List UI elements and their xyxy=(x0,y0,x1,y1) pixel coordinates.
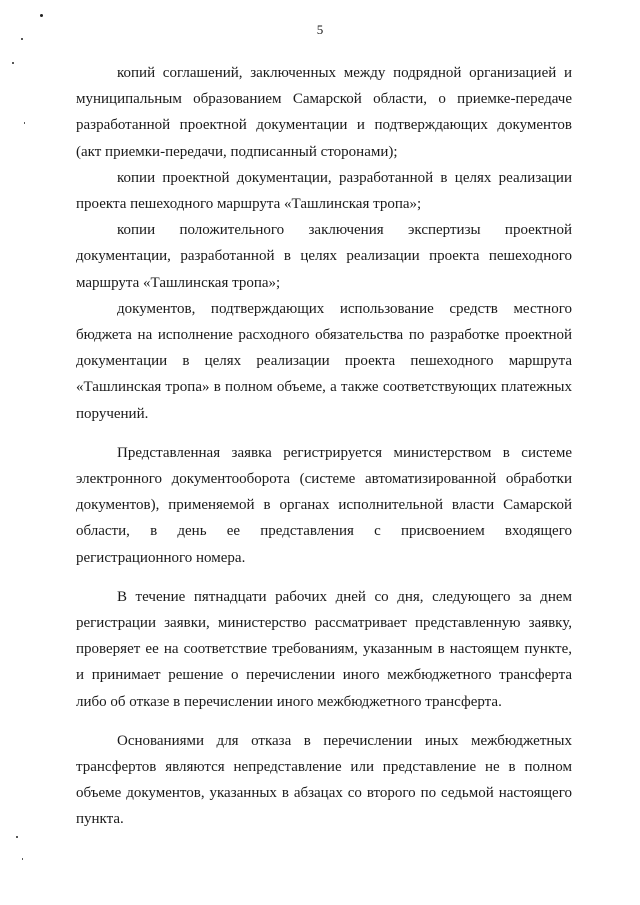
scan-speck xyxy=(21,38,23,40)
paragraph-project-docs-copies: копии проектной документации, разработанной в целях реализации проекта пешеходного маршрута «Ташлинская тропа»; xyxy=(76,169,572,213)
paragraph-expertise-copies: копии положительного заключения экспертизы проектной документации, разработанной в целях реализации проекта пешеходного маршрута «Ташлинская тропа»; xyxy=(76,222,572,291)
paragraph-agreements-copies: копий соглашений, заключенных между подрядной организацией и муниципальным образованием Самарской области, о приемке-передаче разработанной проектной документации и подтверждающих документов (акт приемки-передачи, подписанный сторонами); xyxy=(76,65,572,160)
paragraph-refusal-grounds: Основаниями для отказа в перечислении иных межбюджетных трансфертов являются непредставление или представление не в полном объеме документов, указанных в абзацах со второго по седьмой настоящего пункта. xyxy=(76,732,572,828)
paragraph-budget-documents: документов, подтверждающих использование средств местного бюджета на исполнение расходного обязательства по разработке проектной документации в целях реализации проекта пешеходного маршрута «Ташлинская тропа» в полном объеме, а также соответствующих платежных поручений. xyxy=(76,300,572,422)
paragraph-review-period: В течение пятнадцати рабочих дней со дня, следующего за днем регистрации заявки, министерство рассматривает представленную заявку, проверяет ее на соответствие требованиям, указанным в настоящем пункте, и принимает решение о перечислении иного межбюджетного трансферта либо об отказе в перечислении иного межбюджетного трансферта. xyxy=(76,588,572,710)
scan-speck xyxy=(40,14,43,17)
page-number: 5 xyxy=(316,22,324,37)
scan-speck xyxy=(24,122,25,124)
scan-speck xyxy=(22,858,23,860)
paragraph-registration: Представленная заявка регистрируется министерством в системе электронного документооборота (системе автоматизированной обработки документов), применяемой в органах исполнительной власти Самарской области, в день ее представления с присвоением входящего регистрационного номера. xyxy=(76,444,572,566)
scan-speck xyxy=(16,836,18,838)
scan-speck xyxy=(12,62,14,64)
document-body xyxy=(76,60,572,833)
